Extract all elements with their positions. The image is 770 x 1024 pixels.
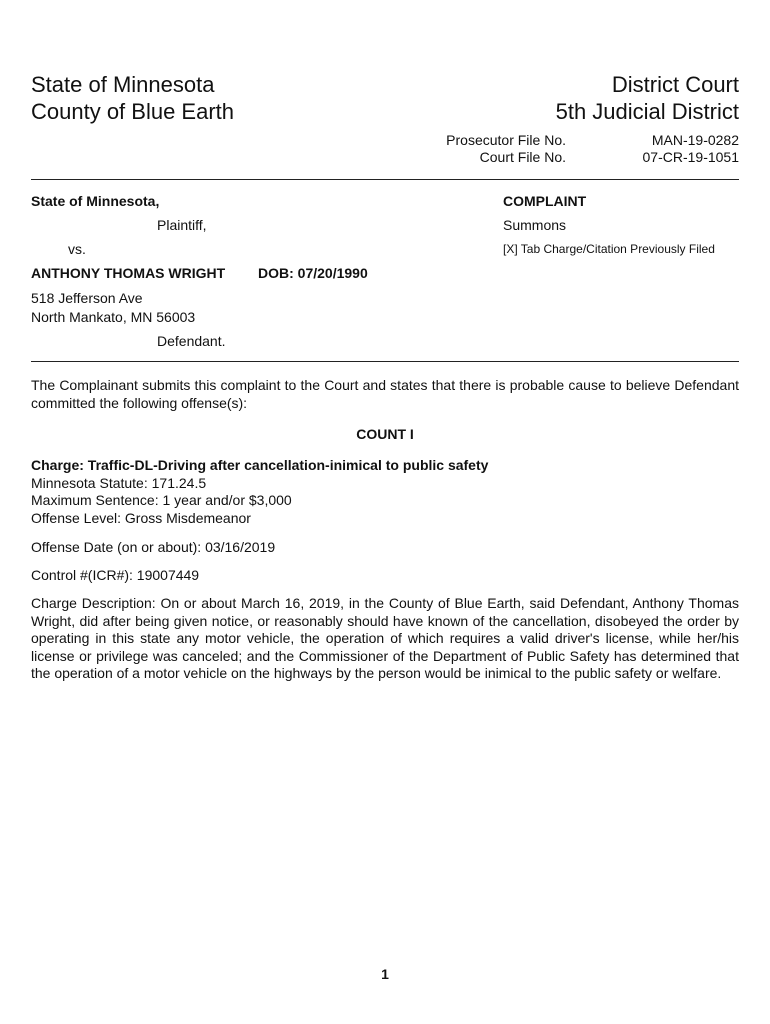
versus-label: vs.	[68, 241, 86, 257]
court-file-row	[400, 149, 739, 166]
defendant-name: ANTHONY THOMAS WRIGHT	[31, 265, 226, 281]
max-sentence-line: Maximum Sentence: 1 year and/or $3,000	[31, 492, 292, 508]
count-details	[31, 457, 739, 527]
prosecutor-file-row	[400, 132, 739, 149]
jurisdiction-header	[31, 71, 234, 125]
offense-date-line: Offense Date (on or about): 03/16/2019	[31, 539, 276, 555]
prosecutor-file-label: Prosecutor File No.	[446, 132, 566, 148]
charge-description: Charge Description: On or about March 16, 2019, in the County of Blue Earth, said Defendant, Anthony Thomas Wright, did after being given notice, or reasonably should have known of the cancellation, disobeyed the order by operating in this state any motor vehicle, the operation of which requires a valid driver's license, while her/his license or privilege was canceled; and the Commissioner of the Department of Public Safety has determined that the operation of a motor vehicle on the highways by the person would be inimical to the public safety or welfare.	[31, 595, 739, 681]
state-name: State of Minnesota	[31, 72, 215, 97]
court-file-number: 07-CR-19-1051	[642, 149, 739, 165]
statute-line: Minnesota Statute: 171.24.5	[31, 474, 207, 491]
county-name: County of Blue Earth	[31, 99, 235, 124]
page-number: 1	[381, 966, 389, 982]
count-heading: COUNT I	[356, 426, 414, 442]
court-file-label: Court File No.	[479, 149, 566, 165]
judicial-district: 5th Judicial District	[555, 99, 739, 124]
plaintiff-name: State of Minnesota,	[31, 193, 160, 209]
plaintiff-role: Plaintiff,	[157, 217, 207, 233]
defendant-address-line1: 518 Jefferson Ave	[31, 290, 143, 306]
defendant-address-line2: North Mankato, MN 56003	[31, 309, 196, 325]
defendant-dob: DOB: 07/20/1990	[258, 265, 368, 281]
prosecutor-file-number: MAN-19-0282	[651, 132, 739, 148]
file-numbers	[400, 132, 739, 166]
court-name: District Court	[611, 72, 739, 97]
offense-level-line: Offense Level: Gross Misdemeanor	[31, 509, 251, 526]
court-header	[556, 71, 739, 125]
header-divider	[31, 179, 739, 180]
caption-divider	[31, 361, 739, 362]
tab-charge-checkbox-label: [X] Tab Charge/Citation Previously Filed	[503, 242, 715, 256]
document-title: COMPLAINT	[503, 193, 587, 209]
intro-paragraph: The Complainant submits this complaint to the Court and states that there is probable cause to believe Defendant committed the following offense(s):	[31, 377, 739, 411]
defendant-role: Defendant.	[157, 333, 226, 349]
summons-label: Summons	[503, 217, 567, 233]
charge-line: Charge: Traffic-DL-Driving after cancellation-inimical to public safety	[31, 457, 489, 473]
control-number-line: Control #(ICR#): 19007449	[31, 567, 200, 583]
